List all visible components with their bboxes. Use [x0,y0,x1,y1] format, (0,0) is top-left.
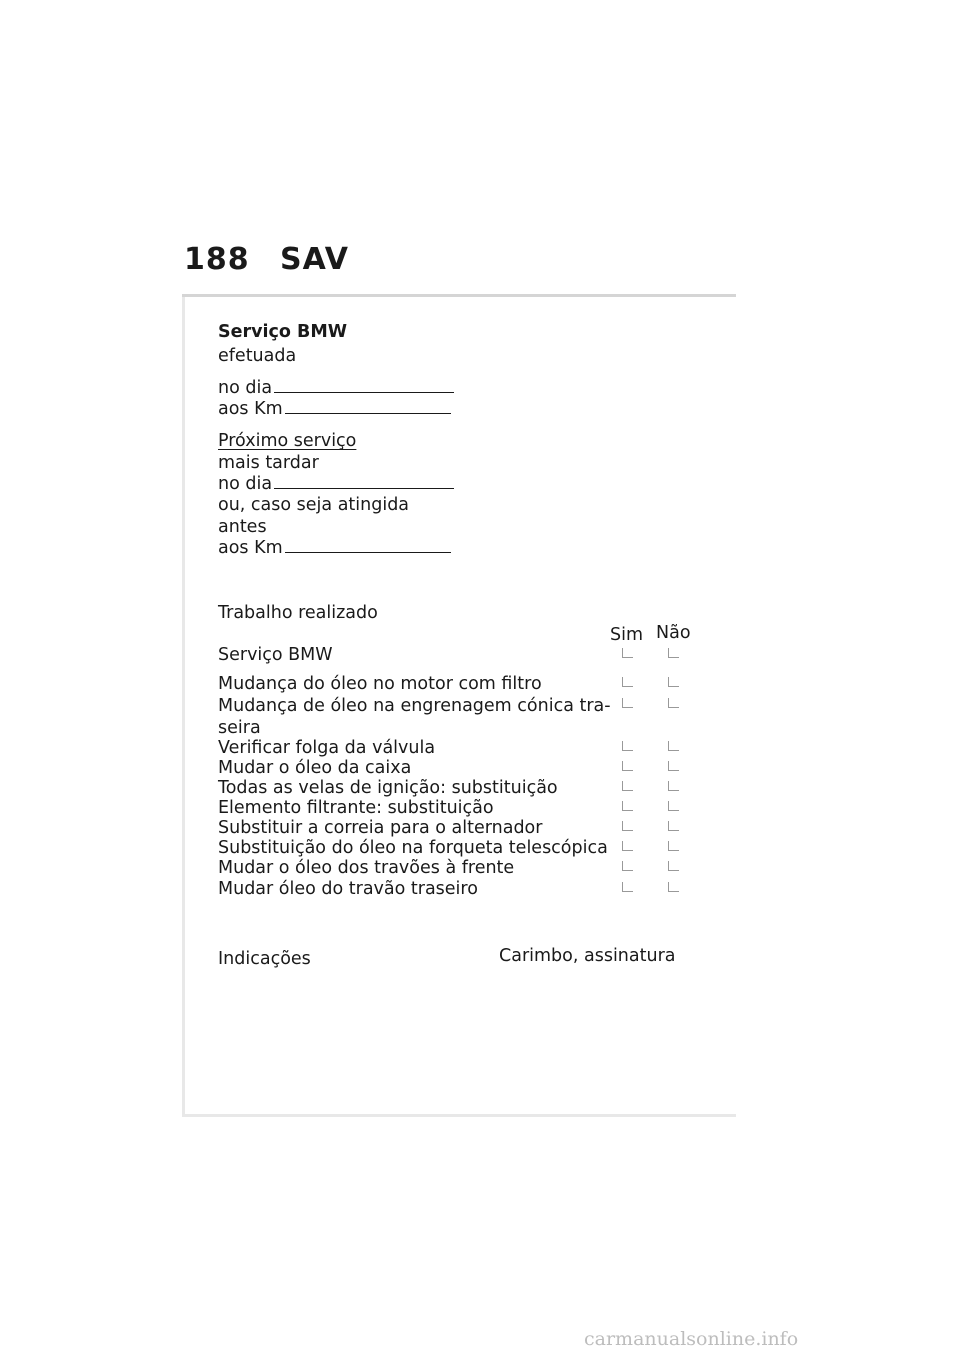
checkbox-yes[interactable] [622,741,633,751]
work-item: Mudança de óleo na engrenagem cónica tra- [218,696,611,716]
checkbox-no[interactable] [668,841,679,851]
checkbox-yes[interactable] [622,882,633,892]
work-item: seira [218,718,261,738]
service-km-row [218,399,451,419]
section-title: SAV [280,242,350,277]
frame-bottom-border [182,1114,736,1117]
work-item: Elemento filtrante: substituição [218,798,494,818]
checkbox-no[interactable] [668,821,679,831]
notes-label: Indicações [218,949,311,969]
work-item: Mudar o óleo da caixa [218,758,412,778]
page-number: 188 [184,242,250,277]
checkbox-yes[interactable] [622,648,633,658]
frame-top-border [182,294,736,297]
checkbox-no[interactable] [668,698,679,708]
checkbox-no[interactable] [668,882,679,892]
checkbox-yes[interactable] [622,677,633,687]
column-yes: Sim [610,625,644,645]
checkbox-yes[interactable] [622,761,633,771]
service-done-title: Serviço BMW [218,322,348,342]
work-item: Serviço BMW [218,645,333,665]
checkbox-no[interactable] [668,741,679,751]
checkbox-no[interactable] [668,648,679,658]
service-done-subtitle: efetuada [218,346,297,366]
service-date-field[interactable] [274,391,454,393]
checkbox-no[interactable] [668,781,679,791]
work-item: Substituição do óleo na forqueta telescópica [218,838,608,858]
checkbox-yes[interactable] [622,861,633,871]
checkbox-yes[interactable] [622,781,633,791]
work-item: Mudar o óleo dos travões à frente [218,858,515,878]
checkbox-yes[interactable] [622,801,633,811]
work-item: Substituir a correia para o alternador [218,818,543,838]
checkbox-yes[interactable] [622,841,633,851]
next-service-date-field[interactable] [274,487,454,489]
next-service-date-label: no dia [218,474,273,494]
service-date-row [218,378,454,398]
frame-left-border [182,297,185,1117]
checkbox-no[interactable] [668,801,679,811]
next-service-title: Próximo serviço [218,431,357,451]
work-item: Todas as velas de ignição: substituição [218,778,558,798]
next-service-km-field[interactable] [285,551,451,553]
checkbox-no[interactable] [668,861,679,871]
service-km-field[interactable] [285,412,451,414]
watermark: carmanualsonline.info [584,1328,799,1350]
next-service-km-label: aos Km [218,538,283,558]
next-service-km-row [218,538,451,558]
next-service-latest: mais tardar [218,453,319,473]
checkbox-yes[interactable] [622,821,633,831]
next-service-or-reached: ou, caso seja atingida [218,495,410,515]
checkbox-no[interactable] [668,677,679,687]
checkbox-no[interactable] [668,761,679,771]
next-service-date-row [218,474,454,494]
next-service-before: antes [218,517,267,537]
checkbox-yes[interactable] [622,698,633,708]
work-item: Verificar folga da válvula [218,738,436,758]
page-header [184,242,349,277]
work-item: Mudança do óleo no motor com filtro [218,674,542,694]
work-item: Mudar óleo do travão traseiro [218,879,478,899]
stamp-label: Carimbo, assinatura [499,946,676,966]
column-no: Não [656,623,691,643]
work-title: Trabalho realizado [218,603,378,623]
service-date-label: no dia [218,378,273,398]
service-km-label: aos Km [218,399,283,419]
